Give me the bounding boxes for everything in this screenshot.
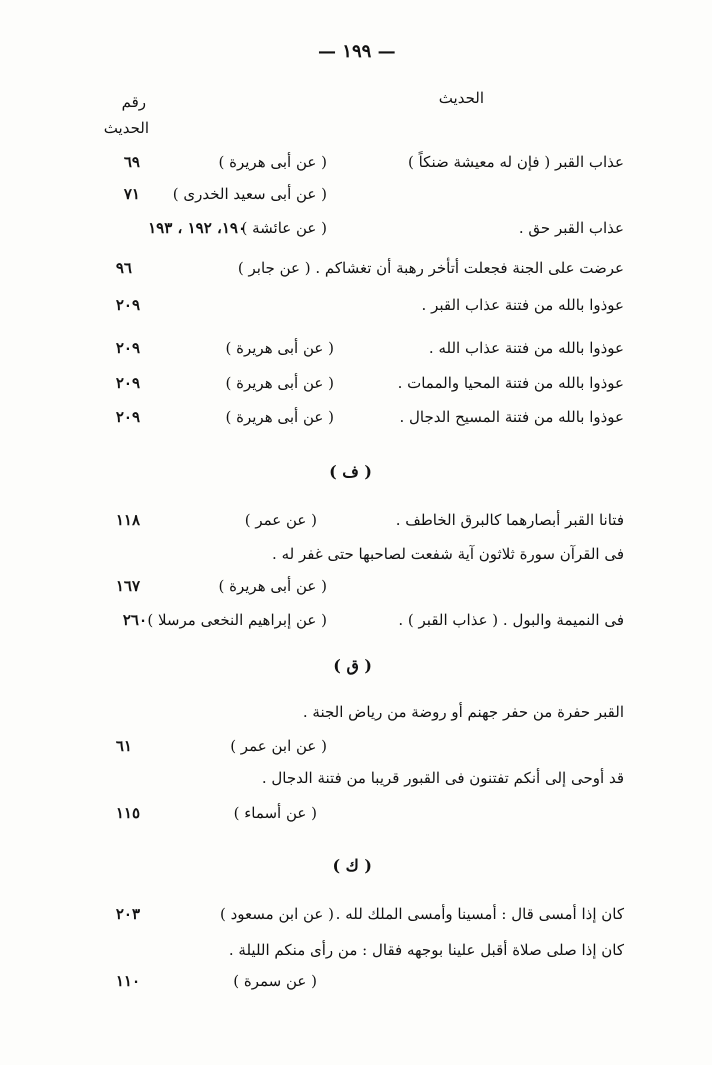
hadith-number: ٢٠٣ [115, 905, 140, 923]
hadith-number: ٦١ [115, 737, 132, 755]
hadith-number: ٢٠٩ [115, 374, 140, 392]
hadith-text: فى القرآن سورة ثلاثون آية شفعت لصاحبها حتى غفر له . [272, 545, 624, 563]
hadith-number: ١٦٧ [115, 577, 140, 595]
hadith-source: ( عن ابن عمر ) [230, 737, 327, 755]
hadith-text: عوذوا بالله من فتنة عذاب القبر . [421, 296, 624, 314]
hadith-number: ٩٦ [115, 259, 132, 277]
hadith-text: عرضت على الجنة فجعلت أتأخر رهبة أن تغشاكم . ( عن جابر ) [237, 259, 624, 277]
section-heading-k: ( ك ) [332, 856, 372, 875]
hadith-text: عوذوا بالله من فتنة عذاب الله . [428, 339, 624, 357]
hadith-text: قد أوحى إلى أنكم تفتنون فى القبور قريبا من فتنة الدجال . [261, 769, 624, 787]
hadith-source: ( عن ابن مسعود ) [220, 905, 334, 923]
hadith-text: القبر حفرة من حفر جهنم أو روضة من رياض الجنة . [302, 703, 624, 721]
hadith-source: ( عن عائشة ) [241, 219, 327, 237]
hadith-number: ٢٦٠ [122, 611, 147, 629]
section-heading-q: ( ق ) [333, 656, 372, 675]
hadith-text: كان إذا صلى صلاة أقبل علينا بوجهه فقال : من رأى منكم الليلة . [228, 941, 624, 959]
hadith-text: عوذوا بالله من فتنة المحيا والممات . [397, 374, 624, 392]
header-number-line2: الحديث [103, 119, 149, 137]
hadith-number: ١١٨ [115, 511, 140, 529]
section-heading-f: ( ف ) [329, 462, 372, 481]
hadith-source: ( عن أبى هريرة ) [218, 577, 327, 595]
page-number: — ١٩٩ — [318, 41, 396, 62]
hadith-text: عوذوا بالله من فتنة المسيح الدجال . [399, 408, 624, 426]
hadith-source: ( عن سمرة ) [233, 972, 317, 990]
hadith-number: ٢٠٩ [115, 339, 140, 357]
hadith-source: ( عن أبى سعيد الخدرى ) [172, 185, 327, 203]
hadith-source: ( عن أبى هريرة ) [225, 339, 334, 357]
hadith-number: ١٩٠، ١٩٢ ، ١٩٣ [148, 219, 246, 237]
hadith-text: كان إذا أمسى قال : أمسينا وأمسى الملك لله . [335, 905, 624, 923]
hadith-number: ٢٠٩ [115, 408, 140, 426]
hadith-text: عذاب القبر حق . [518, 219, 624, 237]
hadith-text: فتانا القبر أبصارهما كالبرق الخاطف . [395, 511, 624, 529]
hadith-source: ( عن أبى هريرة ) [218, 153, 327, 171]
hadith-number: ١١٠ [115, 972, 140, 990]
hadith-text: عذاب القبر ( فإن له معيشة ضنكاً ) [407, 153, 624, 171]
hadith-source: ( عن عمر ) [244, 511, 317, 529]
hadith-source: ( عن أبى هريرة ) [225, 374, 334, 392]
hadith-source: ( عن إبراهيم النخعى مرسلا ) [147, 611, 327, 629]
hadith-number: ٦٩ [123, 153, 140, 171]
hadith-number: ٢٠٩ [115, 296, 140, 314]
hadith-number: ٧١ [123, 185, 140, 203]
hadith-text: فى النميمة والبول . ( عذاب القبر ) . [398, 611, 624, 629]
header-number-line1: رقم [121, 93, 146, 111]
hadith-source: ( عن أبى هريرة ) [225, 408, 334, 426]
hadith-number: ١١٥ [115, 804, 140, 822]
hadith-source: ( عن أسماء ) [233, 804, 317, 822]
header-hadith: الحديث [438, 89, 484, 107]
